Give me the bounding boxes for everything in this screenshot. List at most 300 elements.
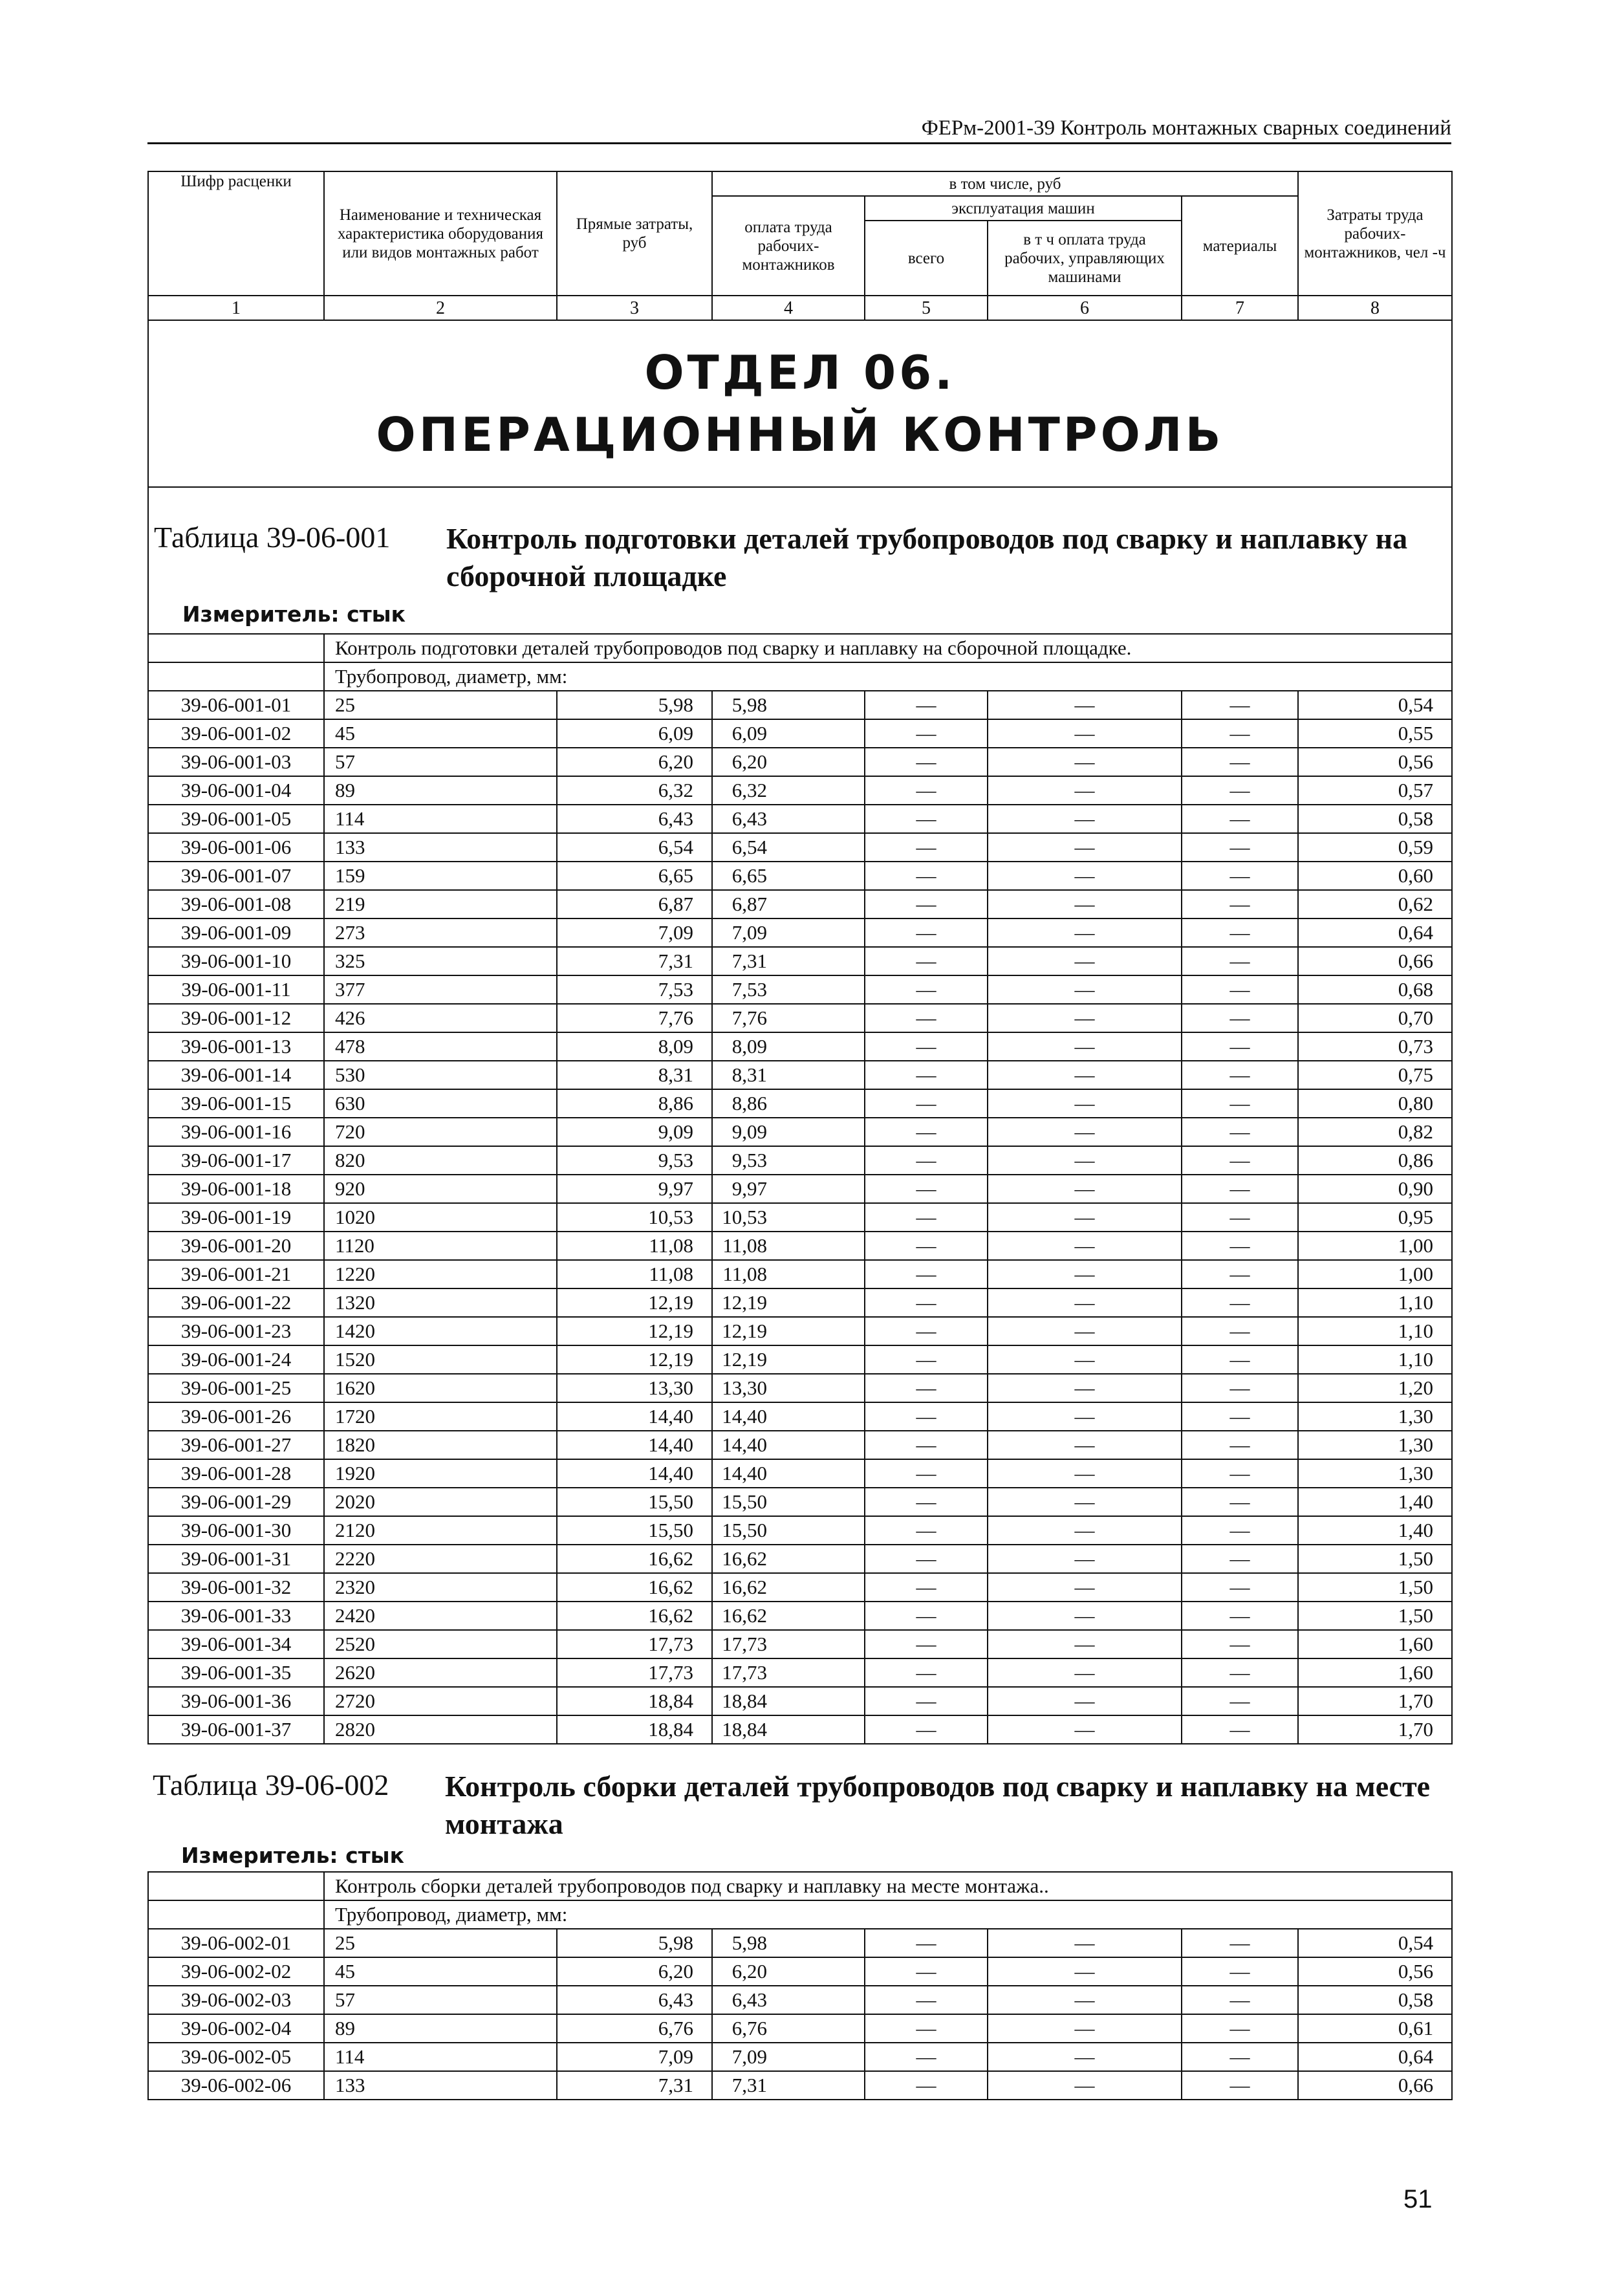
rate-code-cell: 39-06-002-04 — [148, 2014, 324, 2043]
machines-total-cell: — — [865, 1459, 988, 1488]
pipe-diameter-cell: 25 — [324, 1929, 557, 1957]
labor-hours-cell: 0,64 — [1298, 918, 1452, 947]
labor-hours-cell: 0,62 — [1298, 890, 1452, 918]
column-number: 5 — [865, 296, 988, 320]
labor-hours-cell: 0,90 — [1298, 1175, 1452, 1203]
direct-cost-cell: 7,31 — [557, 2071, 712, 2100]
machines-total-cell: — — [865, 1089, 988, 1118]
rate-code-cell: 39-06-001-28 — [148, 1459, 324, 1488]
direct-cost-cell: 15,50 — [557, 1488, 712, 1516]
materials-cell: — — [1182, 776, 1298, 805]
materials-cell: — — [1182, 1431, 1298, 1459]
col-name-header: Наименование и техническая характеристика оборудования или видов монтажных работ — [324, 171, 557, 296]
rate-code-cell: 39-06-001-26 — [148, 1402, 324, 1431]
table-row — [148, 1032, 1452, 1061]
rate-code-cell: 39-06-001-32 — [148, 1573, 324, 1602]
materials-cell: — — [1182, 719, 1298, 748]
operator-wages-cell: — — [988, 1146, 1182, 1175]
rate-code-cell: 39-06-001-20 — [148, 1232, 324, 1260]
materials-cell: — — [1182, 1288, 1298, 1317]
rate-code-cell: 39-06-001-16 — [148, 1118, 324, 1146]
table1-rows — [148, 691, 1452, 1744]
operator-wages-cell: — — [988, 1602, 1182, 1630]
materials-cell: — — [1182, 890, 1298, 918]
machines-total-cell: — — [865, 1630, 988, 1658]
direct-cost-cell: 6,32 — [557, 776, 712, 805]
materials-cell: — — [1182, 2014, 1298, 2043]
direct-cost-cell: 8,86 — [557, 1089, 712, 1118]
direct-cost-cell: 14,40 — [557, 1402, 712, 1431]
machines-total-cell: — — [865, 1260, 988, 1288]
rate-code-cell: 39-06-001-30 — [148, 1516, 324, 1545]
table-row — [148, 805, 1452, 833]
operator-wages-cell: — — [988, 805, 1182, 833]
operator-wages-cell: — — [988, 1545, 1182, 1573]
table1-id: Таблица 39-06-001 — [154, 521, 391, 554]
operator-wages-cell: — — [988, 918, 1182, 947]
rate-code-cell: 39-06-002-06 — [148, 2071, 324, 2100]
direct-cost-cell: 7,09 — [557, 918, 712, 947]
table-row — [148, 1004, 1452, 1032]
machines-total-cell: — — [865, 1345, 988, 1374]
machines-total-cell: — — [865, 1488, 988, 1516]
pipe-diameter-cell: 1220 — [324, 1260, 557, 1288]
table-row — [148, 748, 1452, 776]
worker-wages-cell: 16,62 — [712, 1602, 865, 1630]
pipe-diameter-cell: 1020 — [324, 1203, 557, 1232]
rate-code-cell: 39-06-001-10 — [148, 947, 324, 975]
operator-wages-cell: — — [988, 1118, 1182, 1146]
machines-total-cell: — — [865, 2014, 988, 2043]
section-heading-cell — [148, 320, 1452, 487]
worker-wages-cell: 12,19 — [712, 1345, 865, 1374]
pipe-diameter-cell: 45 — [324, 1957, 557, 1986]
operator-wages-cell: — — [988, 975, 1182, 1004]
table2-caption: Контроль сборки деталей трубопроводов под сварку и наплавку на месте монтажа.. — [324, 1872, 1452, 1900]
labor-hours-cell: 1,50 — [1298, 1545, 1452, 1573]
labor-hours-cell: 1,40 — [1298, 1488, 1452, 1516]
pipe-diameter-cell: 273 — [324, 918, 557, 947]
labor-hours-cell: 0,56 — [1298, 1957, 1452, 1986]
operator-wages-cell: — — [988, 1089, 1182, 1118]
direct-cost-cell: 7,76 — [557, 1004, 712, 1032]
operator-wages-cell: — — [988, 1573, 1182, 1602]
table-row — [148, 1345, 1452, 1374]
machines-total-cell: — — [865, 1602, 988, 1630]
direct-cost-cell: 7,53 — [557, 975, 712, 1004]
labor-hours-cell: 1,70 — [1298, 1687, 1452, 1715]
materials-cell: — — [1182, 1630, 1298, 1658]
pipe-diameter-cell: 114 — [324, 805, 557, 833]
materials-cell: — — [1182, 1317, 1298, 1345]
direct-cost-cell: 6,20 — [557, 748, 712, 776]
pipe-diameter-cell: 2720 — [324, 1687, 557, 1715]
table-row — [148, 947, 1452, 975]
worker-wages-cell: 6,09 — [712, 719, 865, 748]
worker-wages-cell: 8,31 — [712, 1061, 865, 1089]
direct-cost-cell: 9,97 — [557, 1175, 712, 1203]
header-rule — [147, 142, 1451, 144]
pipe-diameter-cell: 1520 — [324, 1345, 557, 1374]
machines-total-cell: — — [865, 1929, 988, 1957]
operator-wages-cell: — — [988, 1175, 1182, 1203]
worker-wages-cell: 6,20 — [712, 748, 865, 776]
direct-cost-cell: 12,19 — [557, 1288, 712, 1317]
operator-wages-cell: — — [988, 1986, 1182, 2014]
pipe-diameter-cell: 377 — [324, 975, 557, 1004]
table2-meter: Измеритель: стык — [181, 1843, 405, 1868]
col-wages-header: оплата труда рабочих-монтажников — [712, 196, 865, 296]
worker-wages-cell: 14,40 — [712, 1431, 865, 1459]
pipe-diameter-cell: 426 — [324, 1004, 557, 1032]
labor-hours-cell: 0,58 — [1298, 805, 1452, 833]
operator-wages-cell: — — [988, 890, 1182, 918]
column-number: 8 — [1298, 296, 1452, 320]
materials-cell: — — [1182, 691, 1298, 719]
table-row — [148, 1459, 1452, 1488]
table-row — [148, 776, 1452, 805]
labor-hours-cell: 1,50 — [1298, 1602, 1452, 1630]
table-row — [148, 691, 1452, 719]
direct-cost-cell: 6,20 — [557, 1957, 712, 1986]
machines-total-cell: — — [865, 719, 988, 748]
table-row — [148, 833, 1452, 862]
machines-total-cell: — — [865, 776, 988, 805]
pipe-diameter-cell: 820 — [324, 1146, 557, 1175]
labor-hours-cell: 0,54 — [1298, 691, 1452, 719]
table-row — [148, 1516, 1452, 1545]
rate-code-cell: 39-06-001-33 — [148, 1602, 324, 1630]
pipe-diameter-cell: 159 — [324, 862, 557, 890]
operator-wages-cell: — — [988, 1317, 1182, 1345]
column-number-row — [148, 296, 1452, 320]
direct-cost-cell: 6,76 — [557, 2014, 712, 2043]
machines-total-cell: — — [865, 1658, 988, 1687]
labor-hours-cell: 0,66 — [1298, 947, 1452, 975]
worker-wages-cell: 6,43 — [712, 805, 865, 833]
direct-cost-cell: 16,62 — [557, 1545, 712, 1573]
pipe-diameter-cell: 57 — [324, 748, 557, 776]
labor-hours-cell: 1,60 — [1298, 1658, 1452, 1687]
direct-cost-cell: 8,31 — [557, 1061, 712, 1089]
worker-wages-cell: 7,53 — [712, 975, 865, 1004]
materials-cell: — — [1182, 2043, 1298, 2071]
rate-code-cell: 39-06-001-27 — [148, 1431, 324, 1459]
column-number: 3 — [557, 296, 712, 320]
machines-total-cell: — — [865, 1061, 988, 1089]
direct-cost-cell: 6,54 — [557, 833, 712, 862]
labor-hours-cell: 1,10 — [1298, 1317, 1452, 1345]
labor-hours-cell: 1,30 — [1298, 1459, 1452, 1488]
direct-cost-cell: 6,43 — [557, 805, 712, 833]
rate-code-cell: 39-06-001-06 — [148, 833, 324, 862]
materials-cell: — — [1182, 805, 1298, 833]
labor-hours-cell: 0,70 — [1298, 1004, 1452, 1032]
labor-hours-cell: 0,60 — [1298, 862, 1452, 890]
machines-total-cell: — — [865, 1118, 988, 1146]
rate-code-cell: 39-06-001-37 — [148, 1715, 324, 1744]
operator-wages-cell: — — [988, 2071, 1182, 2100]
labor-hours-cell: 1,30 — [1298, 1431, 1452, 1459]
machines-total-cell: — — [865, 1232, 988, 1260]
materials-cell: — — [1182, 2071, 1298, 2100]
table-row — [148, 1374, 1452, 1402]
direct-cost-cell: 7,09 — [557, 2043, 712, 2071]
labor-hours-cell: 0,64 — [1298, 2043, 1452, 2071]
machines-total-cell: — — [865, 2043, 988, 2071]
rate-code-cell: 39-06-002-05 — [148, 2043, 324, 2071]
rate-code-cell: 39-06-001-12 — [148, 1004, 324, 1032]
rate-code-cell: 39-06-001-05 — [148, 805, 324, 833]
machines-total-cell: — — [865, 691, 988, 719]
rate-code-cell: 39-06-002-02 — [148, 1957, 324, 1986]
materials-cell: — — [1182, 1516, 1298, 1545]
machines-total-cell: — — [865, 1715, 988, 1744]
table1-meter: Измеритель: стык — [182, 602, 406, 627]
worker-wages-cell: 12,19 — [712, 1288, 865, 1317]
worker-wages-cell: 15,50 — [712, 1516, 865, 1545]
materials-cell: — — [1182, 1345, 1298, 1374]
rate-code-cell: 39-06-001-31 — [148, 1545, 324, 1573]
direct-cost-cell: 16,62 — [557, 1602, 712, 1630]
machines-total-cell: — — [865, 805, 988, 833]
worker-wages-cell: 7,09 — [712, 2043, 865, 2071]
operator-wages-cell: — — [988, 691, 1182, 719]
materials-cell: — — [1182, 1232, 1298, 1260]
table-row — [148, 1061, 1452, 1089]
materials-cell: — — [1182, 1602, 1298, 1630]
materials-cell: — — [1182, 1459, 1298, 1488]
worker-wages-cell: 6,65 — [712, 862, 865, 890]
worker-wages-cell: 16,62 — [712, 1573, 865, 1602]
machines-total-cell: — — [865, 1317, 988, 1345]
machines-total-cell: — — [865, 1288, 988, 1317]
running-header: ФЕРм-2001-39 Контроль монтажных сварных соединений — [921, 116, 1451, 140]
direct-cost-cell: 16,62 — [557, 1573, 712, 1602]
machines-total-cell: — — [865, 1545, 988, 1573]
table-row — [148, 1929, 1452, 1957]
table-row — [148, 1957, 1452, 1986]
rate-code-cell: 39-06-001-22 — [148, 1288, 324, 1317]
direct-cost-cell: 17,73 — [557, 1630, 712, 1658]
section-title-line2: ОПЕРАЦИОННЫЙ КОНТРОЛЬ — [376, 408, 1224, 462]
machines-total-cell: — — [865, 1986, 988, 2014]
operator-wages-cell: — — [988, 1061, 1182, 1089]
rate-code-cell: 39-06-001-34 — [148, 1630, 324, 1658]
direct-cost-cell: 10,53 — [557, 1203, 712, 1232]
rate-code-cell: 39-06-001-19 — [148, 1203, 324, 1232]
machines-total-cell: — — [865, 947, 988, 975]
worker-wages-cell: 9,53 — [712, 1146, 865, 1175]
table1-subcaption: Трубопровод, диаметр, мм: — [324, 662, 1452, 691]
pipe-diameter-cell: 133 — [324, 833, 557, 862]
worker-wages-cell: 6,54 — [712, 833, 865, 862]
machines-total-cell: — — [865, 748, 988, 776]
worker-wages-cell: 8,09 — [712, 1032, 865, 1061]
pipe-diameter-cell: 920 — [324, 1175, 557, 1203]
table-row — [148, 918, 1452, 947]
materials-cell: — — [1182, 1032, 1298, 1061]
worker-wages-cell: 11,08 — [712, 1232, 865, 1260]
labor-hours-cell: 0,54 — [1298, 1929, 1452, 1957]
rate-code-cell: 39-06-001-35 — [148, 1658, 324, 1687]
materials-cell: — — [1182, 1260, 1298, 1288]
table2-subcaption: Трубопровод, диаметр, мм: — [324, 1900, 1452, 1929]
table-row — [148, 1232, 1452, 1260]
labor-hours-cell: 0,80 — [1298, 1089, 1452, 1118]
operator-wages-cell: — — [988, 1288, 1182, 1317]
table-row — [148, 975, 1452, 1004]
operator-wages-cell: — — [988, 862, 1182, 890]
pipe-diameter-cell: 45 — [324, 719, 557, 748]
machines-total-cell: — — [865, 1146, 988, 1175]
direct-cost-cell: 11,08 — [557, 1260, 712, 1288]
pipe-diameter-cell: 2120 — [324, 1516, 557, 1545]
pipe-diameter-cell: 1620 — [324, 1374, 557, 1402]
operator-wages-cell: — — [988, 1232, 1182, 1260]
worker-wages-cell: 6,43 — [712, 1986, 865, 2014]
pipe-diameter-cell: 1320 — [324, 1288, 557, 1317]
direct-cost-cell: 14,40 — [557, 1431, 712, 1459]
direct-cost-cell: 7,31 — [557, 947, 712, 975]
section-title-line1: ОТДЕЛ 06. — [644, 345, 956, 400]
direct-cost-cell: 5,98 — [557, 691, 712, 719]
labor-hours-cell: 0,61 — [1298, 2014, 1452, 2043]
rate-code-cell: 39-06-001-17 — [148, 1146, 324, 1175]
labor-hours-cell: 1,10 — [1298, 1345, 1452, 1374]
direct-cost-cell: 12,19 — [557, 1345, 712, 1374]
operator-wages-cell: — — [988, 2014, 1182, 2043]
worker-wages-cell: 14,40 — [712, 1459, 865, 1488]
materials-cell: — — [1182, 947, 1298, 975]
worker-wages-cell: 10,53 — [712, 1203, 865, 1232]
rate-code-cell: 39-06-001-04 — [148, 776, 324, 805]
materials-cell: — — [1182, 1146, 1298, 1175]
rate-code-cell: 39-06-001-29 — [148, 1488, 324, 1516]
labor-hours-cell: 0,86 — [1298, 1146, 1452, 1175]
worker-wages-cell: 7,31 — [712, 2071, 865, 2100]
materials-cell: — — [1182, 1089, 1298, 1118]
table1-body — [147, 633, 1453, 1744]
labor-hours-cell: 0,73 — [1298, 1032, 1452, 1061]
direct-cost-cell: 15,50 — [557, 1516, 712, 1545]
table-row — [148, 1260, 1452, 1288]
table-row — [148, 1317, 1452, 1345]
pipe-diameter-cell: 478 — [324, 1032, 557, 1061]
direct-cost-cell: 18,84 — [557, 1715, 712, 1744]
materials-cell: — — [1182, 833, 1298, 862]
table1-title: Контроль подготовки деталей трубопроводов под сварку и наплавку на сборочной площадке — [446, 522, 1408, 592]
direct-cost-cell: 18,84 — [557, 1687, 712, 1715]
table-row — [148, 1488, 1452, 1516]
operator-wages-cell: — — [988, 1032, 1182, 1061]
machines-total-cell: — — [865, 1431, 988, 1459]
worker-wages-cell: 9,09 — [712, 1118, 865, 1146]
column-number: 6 — [988, 296, 1182, 320]
table-row — [148, 1431, 1452, 1459]
table-row — [148, 1175, 1452, 1203]
operator-wages-cell: — — [988, 1431, 1182, 1459]
machines-total-cell: — — [865, 1687, 988, 1715]
pipe-diameter-cell: 1720 — [324, 1402, 557, 1431]
table-row — [148, 1203, 1452, 1232]
worker-wages-cell: 13,30 — [712, 1374, 865, 1402]
labor-hours-cell: 0,59 — [1298, 833, 1452, 862]
table-row — [148, 1658, 1452, 1687]
machines-total-cell: — — [865, 2071, 988, 2100]
worker-wages-cell: 11,08 — [712, 1260, 865, 1288]
materials-cell: — — [1182, 1118, 1298, 1146]
table2-caption-block — [147, 1744, 1451, 1871]
labor-hours-cell: 1,70 — [1298, 1715, 1452, 1744]
machines-total-cell: — — [865, 1957, 988, 1986]
pipe-diameter-cell: 2220 — [324, 1545, 557, 1573]
operator-wages-cell: — — [988, 1004, 1182, 1032]
machines-total-cell: — — [865, 1402, 988, 1431]
direct-cost-cell: 9,09 — [557, 1118, 712, 1146]
column-header-table — [147, 171, 1453, 633]
table-row — [148, 1630, 1452, 1658]
col-labor-header: Затраты труда рабочих-монтажников, чел -ч — [1298, 171, 1452, 296]
materials-cell: — — [1182, 1402, 1298, 1431]
direct-cost-cell: 5,98 — [557, 1929, 712, 1957]
table-row — [148, 1402, 1452, 1431]
table2-title: Контроль сборки деталей трубопроводов под сварку и наплавку на месте монтажа — [445, 1770, 1431, 1840]
machines-total-cell: — — [865, 1004, 988, 1032]
pipe-diameter-cell: 219 — [324, 890, 557, 918]
operator-wages-cell: — — [988, 719, 1182, 748]
operator-wages-cell: — — [988, 1658, 1182, 1687]
column-number: 7 — [1182, 296, 1298, 320]
operator-wages-cell: — — [988, 1203, 1182, 1232]
machines-total-cell: — — [865, 918, 988, 947]
materials-cell: — — [1182, 1203, 1298, 1232]
materials-cell: — — [1182, 1957, 1298, 1986]
worker-wages-cell: 7,76 — [712, 1004, 865, 1032]
pipe-diameter-cell: 1820 — [324, 1431, 557, 1459]
materials-cell: — — [1182, 862, 1298, 890]
worker-wages-cell: 6,87 — [712, 890, 865, 918]
rate-code-cell: 39-06-001-08 — [148, 890, 324, 918]
labor-hours-cell: 0,57 — [1298, 776, 1452, 805]
rate-code-cell: 39-06-001-03 — [148, 748, 324, 776]
pipe-diameter-cell: 57 — [324, 1986, 557, 2014]
page-number: 51 — [1403, 2185, 1433, 2213]
machines-total-cell: — — [865, 833, 988, 862]
direct-cost-cell: 12,19 — [557, 1317, 712, 1345]
worker-wages-cell: 17,73 — [712, 1630, 865, 1658]
pipe-diameter-cell: 25 — [324, 691, 557, 719]
table-row — [148, 1288, 1452, 1317]
rate-code-cell: 39-06-001-18 — [148, 1175, 324, 1203]
labor-hours-cell: 0,58 — [1298, 1986, 1452, 2014]
table-row — [148, 1602, 1452, 1630]
rate-code-cell: 39-06-001-15 — [148, 1089, 324, 1118]
pipe-diameter-cell: 1920 — [324, 1459, 557, 1488]
labor-hours-cell: 0,75 — [1298, 1061, 1452, 1089]
table1-caption-cell — [148, 487, 1452, 633]
operator-wages-cell: — — [988, 833, 1182, 862]
table-row — [148, 1545, 1452, 1573]
materials-cell: — — [1182, 1374, 1298, 1402]
worker-wages-cell: 8,86 — [712, 1089, 865, 1118]
materials-cell: — — [1182, 1061, 1298, 1089]
worker-wages-cell: 14,40 — [712, 1402, 865, 1431]
worker-wages-cell: 5,98 — [712, 1929, 865, 1957]
pipe-diameter-cell: 133 — [324, 2071, 557, 2100]
pipe-diameter-cell: 2020 — [324, 1488, 557, 1516]
materials-cell: — — [1182, 1545, 1298, 1573]
